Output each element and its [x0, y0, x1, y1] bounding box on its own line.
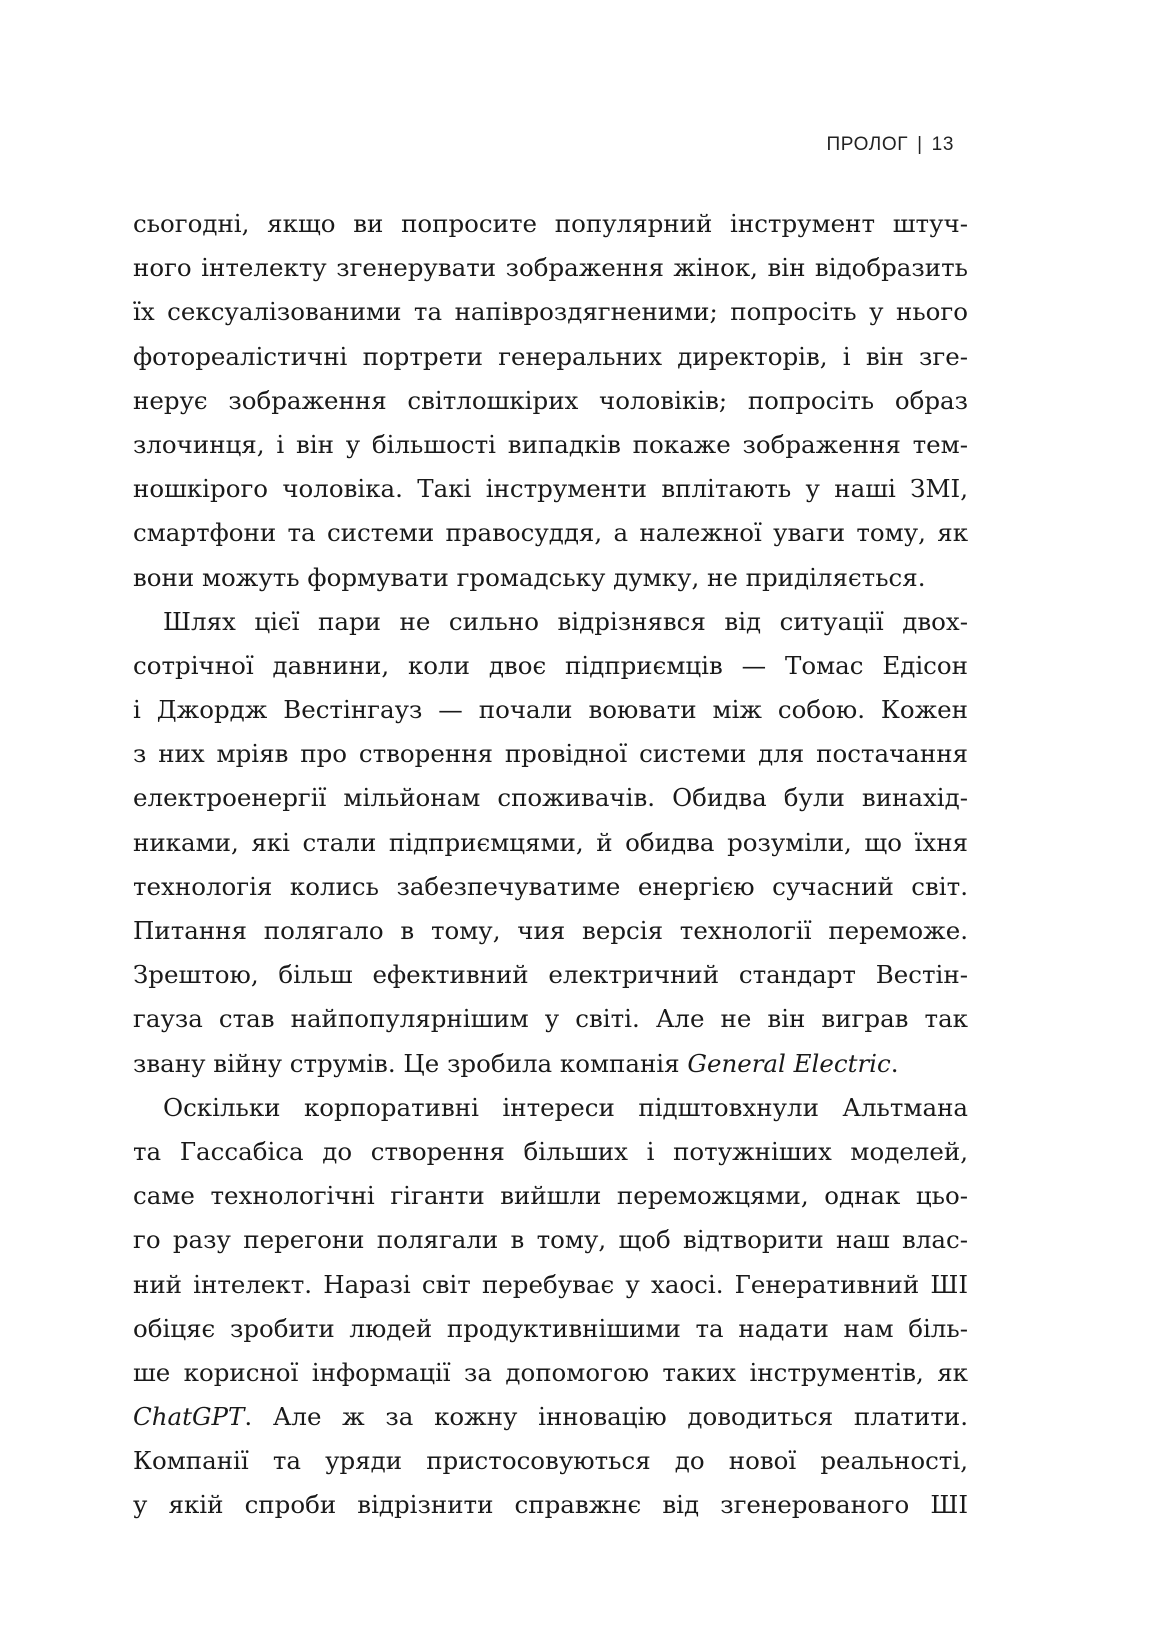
text-line — [133, 1307, 968, 1351]
text-line — [133, 1351, 968, 1395]
paragraph — [133, 202, 968, 600]
text-line — [133, 511, 968, 555]
text-line — [133, 1483, 968, 1527]
text-span: звану війну струмів. Це зробила компанія — [133, 1048, 688, 1078]
text-line — [133, 1218, 968, 1262]
text-span: . Але ж за кожну інновацію доводиться платити. — [244, 1402, 968, 1432]
text-line — [133, 556, 968, 600]
text-line — [133, 246, 968, 290]
body-text — [133, 202, 968, 1528]
text-span: ношкірого чоловіка. Такі інструменти вплітають у наші ЗМІ, — [133, 474, 968, 504]
text-line — [133, 644, 968, 688]
running-head-separator: | — [917, 134, 923, 155]
text-span: никами, які стали підприємцями, й обидва розуміли, що їхня — [133, 827, 968, 857]
text-span: їх сексуалізованими та напівроздягненими; попросіть у нього — [133, 297, 968, 327]
text-span: го разу перегони полягали в тому, щоб відтворити наш влас- — [133, 1225, 968, 1255]
text-line — [133, 202, 968, 246]
paragraph — [133, 1086, 968, 1528]
page-number: 13 — [931, 134, 954, 155]
running-head — [826, 134, 954, 156]
text-line — [133, 732, 968, 776]
text-span: сотрічної давнини, коли двоє підприємців — Томас Едісон — [133, 650, 968, 680]
text-line — [133, 865, 968, 909]
text-span: ного інтелекту згенерувати зображення жінок, він відобразить — [133, 253, 968, 283]
text-line — [133, 1395, 968, 1439]
text-span: Оскільки корпоративні інтереси підштовхнули Альтмана — [163, 1092, 968, 1122]
text-span: Шлях цієї пари не сильно відрізнявся від ситуації двох- — [163, 606, 968, 636]
text-span: Компанії та уряди пристосовуються до нової реальності, — [133, 1446, 968, 1476]
text-line — [133, 379, 968, 423]
text-span: сьогодні, якщо ви попросите популярний інструмент штуч- — [133, 209, 968, 238]
text-line — [133, 1174, 968, 1218]
text-line — [133, 1086, 968, 1130]
italic-term: ChatGPT — [133, 1402, 245, 1432]
text-line — [133, 997, 968, 1041]
text-span: Зрештою, більш ефективний електричний стандарт Вестін- — [133, 960, 968, 990]
text-span: нерує зображення світлошкірих чоловіків; попросіть образ — [133, 385, 968, 415]
text-line — [133, 467, 968, 511]
text-line — [133, 688, 968, 732]
text-line — [133, 290, 968, 334]
text-span: ше корисної інформації за допомогою таких інструментів, як — [133, 1357, 968, 1387]
text-line — [133, 335, 968, 379]
italic-term: General Electric — [687, 1048, 891, 1078]
text-span: гауза став найпопулярнішим у світі. Але не він виграв так — [133, 1004, 968, 1034]
text-line — [133, 600, 968, 644]
text-span: Питання полягало в тому, чия версія технології переможе. — [133, 916, 968, 945]
text-line — [133, 909, 968, 953]
text-line — [133, 423, 968, 467]
text-span: технологія колись забезпечуватиме енергією сучасний світ. — [133, 871, 968, 901]
text-span: з них мріяв про створення провідної системи для постачання — [133, 739, 968, 769]
paragraph — [133, 600, 968, 1086]
text-span: та Гассабіса до створення більших і потужніших моделей, — [133, 1136, 968, 1166]
text-span: вони можуть формувати громадську думку, не приділяється. — [133, 562, 926, 592]
text-span: саме технологічні гіганти вийшли переможцями, однак цьо- — [133, 1181, 968, 1211]
text-span: обіцяє зробити людей продуктивнішими та надати нам біль- — [133, 1313, 968, 1343]
text-line — [133, 776, 968, 820]
text-span: злочинця, і він у більшості випадків покаже зображення тем- — [133, 429, 968, 459]
text-line — [133, 821, 968, 865]
running-head-section: ПРОЛОГ — [826, 134, 909, 155]
text-span: фотореалістичні портрети генеральних директорів, і він зге- — [133, 341, 968, 371]
text-span: у якій спроби відрізнити справжнє від згенерованого ШІ — [133, 1490, 968, 1520]
text-line — [133, 1042, 968, 1086]
text-line — [133, 1263, 968, 1307]
text-line — [133, 1439, 968, 1483]
text-span: і Джордж Вестінгауз — почали воювати між собою. Кожен — [133, 695, 968, 725]
text-line — [133, 1130, 968, 1174]
text-line — [133, 953, 968, 997]
text-span: смартфони та системи правосуддя, а належної уваги тому, як — [133, 518, 968, 548]
text-span: ний інтелект. Наразі світ перебуває у хаосі. Генеративний ШІ — [133, 1269, 968, 1299]
text-span: електроенергії мільйонам споживачів. Обидва були винахід- — [133, 783, 968, 813]
text-span: . — [890, 1048, 899, 1078]
